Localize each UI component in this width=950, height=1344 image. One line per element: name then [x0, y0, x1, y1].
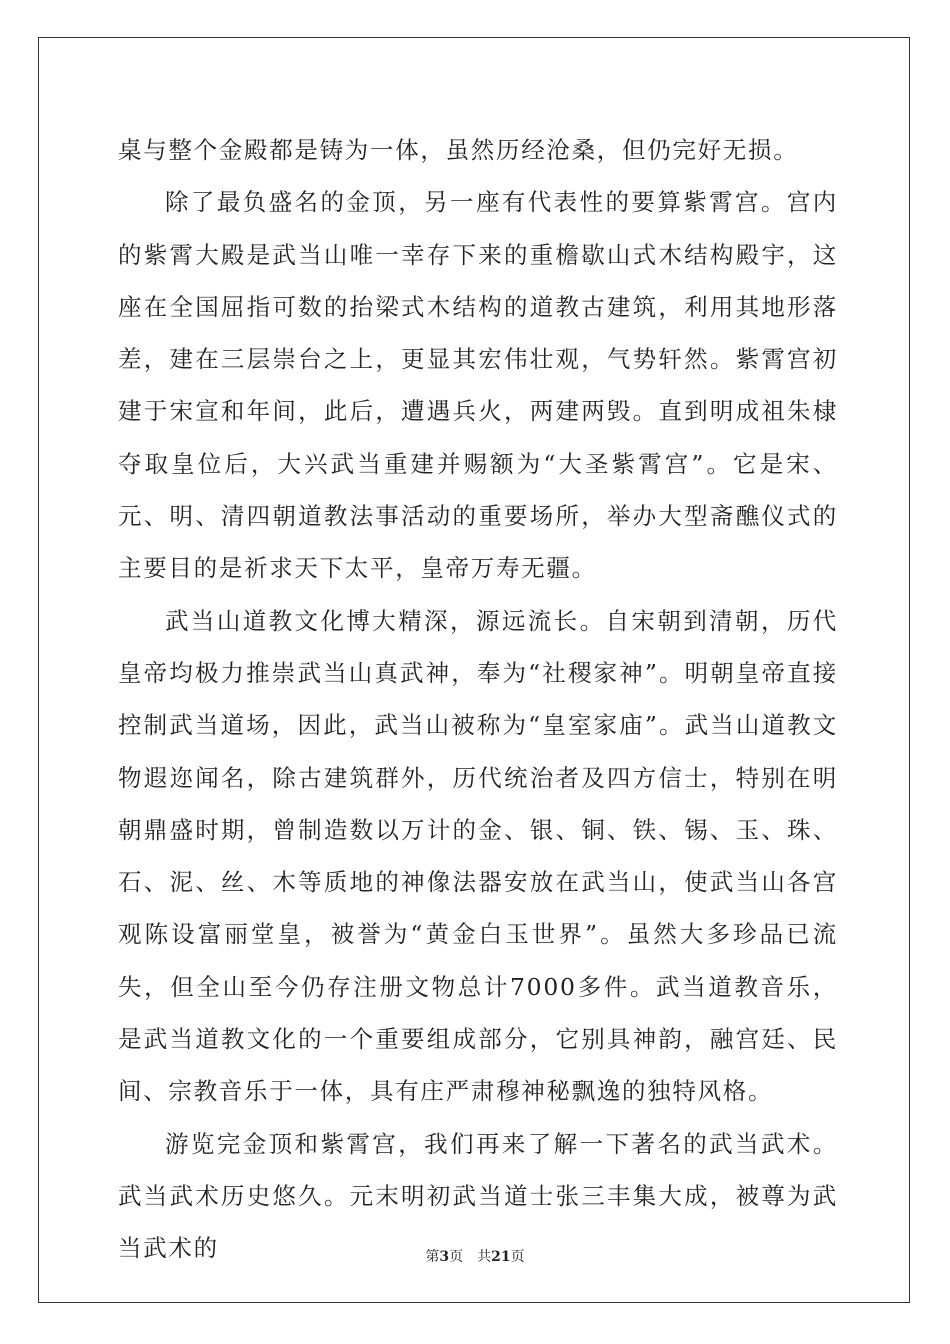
- page-footer: [0, 1247, 950, 1267]
- total-suffix: 页: [510, 1249, 525, 1265]
- document-body: [118, 124, 838, 1275]
- page-total: [477, 1249, 524, 1265]
- page-suffix: 页: [449, 1249, 464, 1265]
- page-total-count: 21: [491, 1249, 511, 1265]
- paragraph: 武当山道教文化博大精深，源远流长。自宋朝到清朝，历代皇帝均极力推崇武当山真武神，奉为“社稷家神”。明朝皇帝直接控制武当道场，因此，武当山被称为“皇室家庙”。武当山道教文物遐迩闻名，除古建筑群外，历代统治者及四方信士，特别在明朝鼎盛时期，曾制造数以万计的金、银、铜、铁、锡、玉、珠、石、泥、丝、木等质地的神像法器安放在武当山，使武当山各宫观陈设富丽堂皇，被誉为“黄金白玉世界”。虽然大多珍品已流失，但全山至今仍存注册文物总计7000多件。武当道教音乐，是武当道教文化的一个重要组成部分，它别具神韵，融宫廷、民间、宗教音乐于一体，具有庄严肃穆神秘飘逸的独特风格。: [118, 606, 838, 1106]
- page-current: 3: [439, 1249, 450, 1265]
- paragraph: 游览完金顶和紫霄宫，我们再来了解一下著名的武当武术。武当武术历史悠久。元末明初武当道士张三丰集大成，被尊为武当武术的: [118, 1129, 838, 1263]
- total-prefix: 共: [477, 1249, 492, 1265]
- paragraph: 桌与整个金殿都是铸为一体，虽然历经沧桑，但仍完好无损。: [118, 136, 799, 164]
- paragraph: 除了最负盛名的金顶，另一座有代表性的要算紫霄宫。宫内的紫霄大殿是武当山唯一幸存下来的重檐歇山式木结构殿宇，这座在全国屈指可数的抬梁式木结构的道教古建筑，利用其地形落差，建在三层崇台之上，更显其宏伟壮观，气势轩然。紫霄宫初建于宋宣和年间，此后，遭遇兵火，两建两毁。直到明成祖朱棣夺取皇位后，大兴武当重建并赐额为“大圣紫霄宫”。它是宋、元、明、清四朝道教法事活动的重要场所，举办大型斋醮仪式的主要目的是祈求天下太平，皇帝万寿无疆。: [118, 188, 838, 583]
- page-number: [425, 1249, 463, 1265]
- page-prefix: 第: [425, 1249, 440, 1265]
